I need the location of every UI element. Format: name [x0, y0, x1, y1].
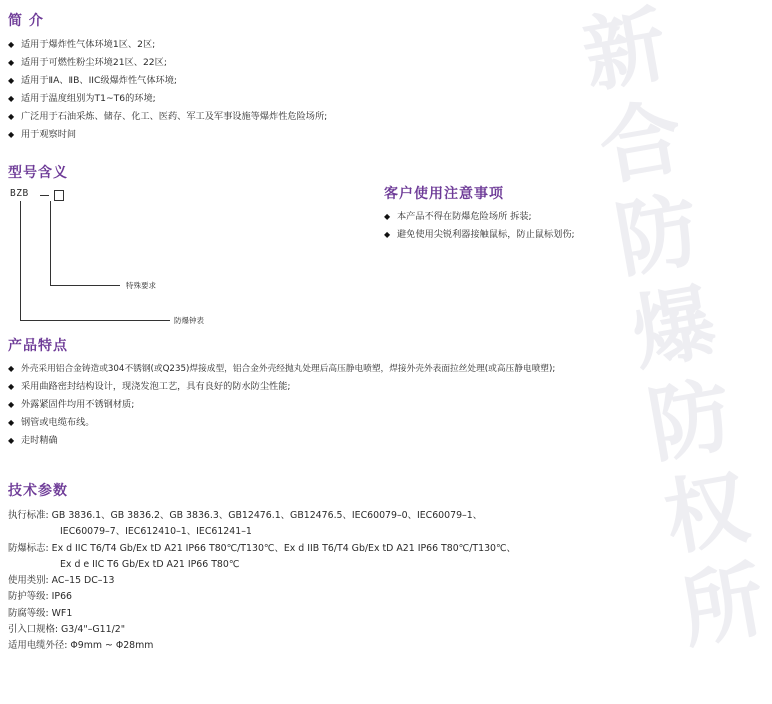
model-dash — [40, 195, 49, 196]
diamond-bullet-icon: ◆ — [8, 58, 15, 67]
diamond-bullet-icon: ◆ — [8, 76, 15, 85]
list-item: ◆ 走时精确 — [8, 432, 555, 450]
model-title: 型号含义 — [8, 165, 68, 181]
diamond-bullet-icon: ◆ — [8, 436, 15, 445]
list-item: ◆ 采用曲路密封结构设计，现浇发泡工艺，具有良好的防水防尘性能; — [8, 378, 555, 396]
spec-ex-mark: 防爆标志: Ex d IIC T6/T4 Gb/Ex tD A21 IP66 T80℃/T130℃、Ex d IIB T6/T4 Gb/Ex tD A21 IP66 T80℃/T130℃、 — [8, 542, 516, 554]
label-product-name: 防爆钟表 — [174, 316, 204, 325]
list-item: ◆ 适用于可燃性粉尘环境21区、22区; — [8, 54, 327, 72]
spec-standard-cont: IEC60079–7、IEC612410–1、IEC61241–1 — [60, 526, 252, 538]
features-list — [8, 360, 555, 450]
connector-line — [20, 320, 170, 321]
list-item: ◆ 适用于爆炸性气体环境1区、2区; — [8, 36, 327, 54]
diamond-bullet-icon: ◆ — [8, 130, 15, 139]
diamond-bullet-icon: ◆ — [384, 230, 391, 239]
specs-block — [8, 508, 516, 655]
diamond-bullet-icon: ◆ — [8, 112, 15, 121]
list-item: ◆ 适用于ⅡA、ⅡB、IIC级爆炸性气体环境; — [8, 72, 327, 90]
list-item: ◆ 外露紧固件均用不锈钢材质; — [8, 396, 555, 414]
diamond-bullet-icon: ◆ — [8, 94, 15, 103]
spec-corrosion: 防腐等级: WF1 — [8, 607, 73, 619]
diamond-bullet-icon: ◆ — [384, 212, 391, 221]
intro-title: 简 介 — [8, 13, 44, 29]
specs-title: 技术参数 — [8, 483, 68, 499]
diamond-bullet-icon: ◆ — [8, 40, 15, 49]
model-diagram — [8, 188, 228, 328]
notes-list — [384, 208, 575, 244]
spec-ex-mark-cont: Ex d e IIC T6 Gb/Ex tD A21 IP66 T80℃ — [60, 558, 240, 570]
list-item: ◆ 钢管或电缆布线。 — [8, 414, 555, 432]
diamond-bullet-icon: ◆ — [8, 418, 15, 427]
list-item: ◆ 广泛用于石油采炼、储存、化工、医药、军工及军事设施等爆炸性危险场所; — [8, 108, 327, 126]
list-item: ◆ 适用于温度组别为T1~T6的环境; — [8, 90, 327, 108]
diamond-bullet-icon: ◆ — [8, 364, 15, 373]
spec-usage: 使用类别: AC–15 DC–13 — [8, 575, 115, 587]
diamond-bullet-icon: ◆ — [8, 400, 15, 409]
model-code: BZB — [10, 188, 29, 199]
intro-list — [8, 36, 327, 144]
spec-entry: 引入口规格: G3/4"–G11/2" — [8, 624, 126, 636]
label-special-requirement: 特殊要求 — [126, 281, 156, 290]
spec-standard: 执行标准: GB 3836.1、GB 3836.2、GB 3836.3、GB12476.1、GB12476.5、IEC60079–0、IEC60079–1、 — [8, 510, 483, 521]
features-title: 产品特点 — [8, 338, 68, 354]
list-item: ◆ 用于观察时间 — [8, 126, 327, 144]
list-item: ◆ 外壳采用铝合金铸造或304不锈钢(或Q235)焊接成型，铝合金外壳经抛丸处理后高压静电喷塑，焊接外壳外表面拉丝处理(或高压静电喷塑); — [8, 360, 555, 378]
spec-cable: 适用电缆外径: Φ9mm ~ Φ28mm — [8, 640, 154, 652]
connector-line — [50, 285, 120, 286]
connector-line — [20, 201, 21, 320]
list-item: ◆ 避免使用尖锐利器接触鼠标，防止鼠标划伤; — [384, 226, 575, 244]
list-item: ◆ 本产品不得在防爆危险场所 拆装; — [384, 208, 575, 226]
spec-ip: 防护等级: IP66 — [8, 591, 73, 603]
connector-line — [50, 201, 51, 285]
watermark: 新合防爆防权所 — [563, 0, 772, 665]
model-option-box — [54, 190, 64, 201]
notes-title: 客户使用注意事项 — [384, 186, 504, 202]
diamond-bullet-icon: ◆ — [8, 382, 15, 391]
